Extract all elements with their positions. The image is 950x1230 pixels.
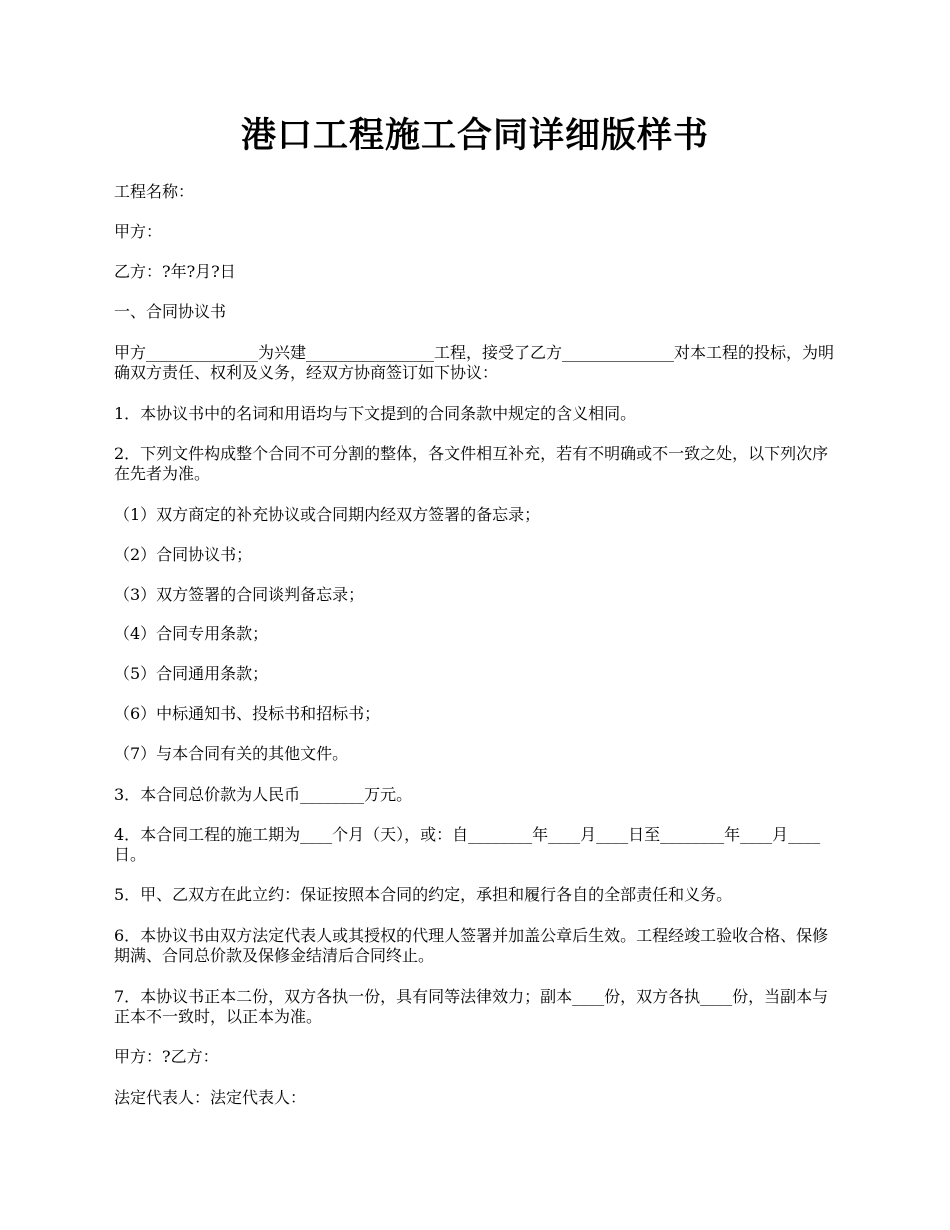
signature-parties: 甲方：?乙方： bbox=[114, 1047, 219, 1066]
list-item-4: （4）合同专用条款； bbox=[114, 624, 269, 643]
paragraph-intro: 甲方______________为兴建________________工程，接受了乙方______________对本工程的投标，为明确双方责任、权利及义务，经双方协商签订如下协议： bbox=[114, 343, 835, 382]
signature-legal-representatives: 法定代表人：法定代表人： bbox=[114, 1088, 307, 1107]
clause-3: 3．本合同总价款为人民币________万元。 bbox=[114, 785, 413, 804]
list-item-6: （6）中标通知书、投标书和招标书； bbox=[114, 704, 381, 723]
paragraph-project-name: 工程名称： bbox=[114, 182, 195, 201]
clause-4: 4．本合同工程的施工期为____个月（天），或：自________年____月____日至________年____月____日。 bbox=[114, 825, 821, 864]
clause-6: 6．本协议书由双方法定代表人或其授权的代理人签署并加盖公章后生效。工程经竣工验收合格、保修期满、合同总价款及保修金结清后合同终止。 bbox=[114, 926, 829, 965]
list-item-2: （2）合同协议书； bbox=[114, 545, 253, 564]
paragraph-party-a: 甲方： bbox=[114, 222, 163, 241]
document-title: 港口工程施工合同详细版样书 bbox=[240, 115, 709, 156]
list-item-3: （3）双方签署的合同谈判备忘录； bbox=[114, 585, 365, 604]
list-item-1: （1）双方商定的补充协议或合同期内经双方签署的备忘录； bbox=[114, 505, 541, 524]
section-heading-agreement: 一、合同协议书 bbox=[114, 302, 227, 321]
clause-7: 7．本协议书正本二份，双方各执一份，具有同等法律效力；副本____份，双方各执____份，当副本与正本不一致时，以正本为准。 bbox=[114, 987, 829, 1026]
paragraph-party-b-date: 乙方：?年?月?日 bbox=[114, 262, 236, 281]
clause-5: 5．甲、乙双方在此立约：保证按照本合同的约定，承担和履行各自的全部责任和义务。 bbox=[114, 885, 733, 904]
list-item-5: （5）合同通用条款； bbox=[114, 664, 269, 683]
clause-2: 2．下列文件构成整个合同不可分割的整体，各文件相互补充，若有不明确或不一致之处，以下列次序在先者为准。 bbox=[114, 444, 829, 483]
clause-1: 1．本协议书中的名词和用语均与下文提到的合同条款中规定的含义相同。 bbox=[114, 404, 637, 423]
list-item-7: （7）与本合同有关的其他文件。 bbox=[114, 744, 349, 763]
